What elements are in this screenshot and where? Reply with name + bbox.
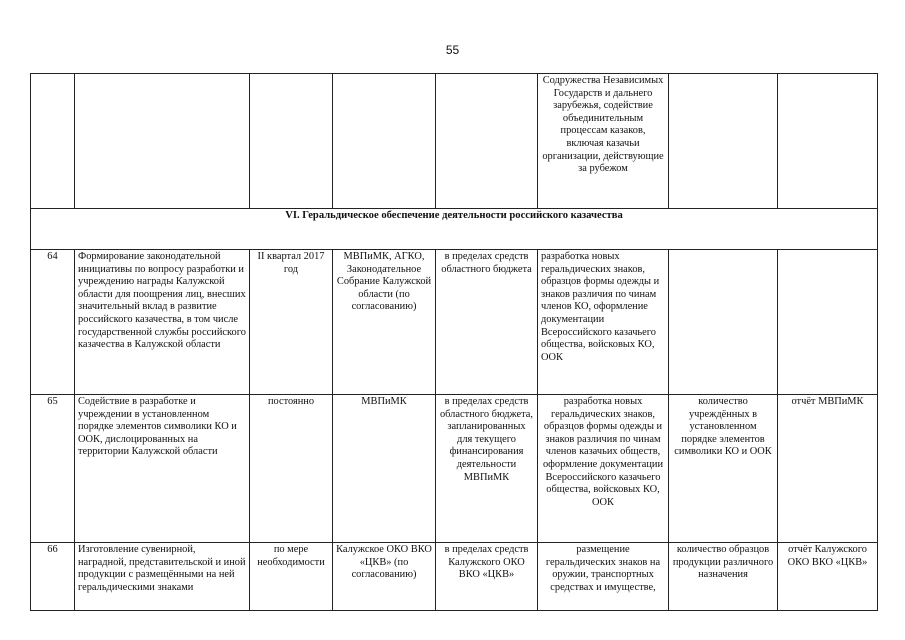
- cell-indicator: [669, 74, 778, 209]
- cell-report: [778, 74, 878, 209]
- cell-indicator: количество образцов продукции различного назначения: [669, 543, 778, 611]
- cell-term: [250, 74, 333, 209]
- cell-activity: Изготовление сувенирной, наградной, представительской и иной продукции с размещёнными на ней геральдическими знаками: [75, 543, 250, 611]
- cell-report: отчёт Калужского ОКО ВКО «ЦКВ»: [778, 543, 878, 611]
- cell-funding: [436, 74, 538, 209]
- cell-executor: [333, 74, 436, 209]
- cell-indicator: [669, 250, 778, 395]
- cell-activity: Формирование законодательной инициативы по вопросу разработки и учреждению награды Калужской области для поощрения лиц, внесших значительный вклад в развитие российского казачества, в том числе государственной службы российского казачества в Калужской области: [75, 250, 250, 395]
- page-number: 55: [445, 43, 460, 57]
- cell-num: 66: [31, 543, 75, 611]
- cell-term: постоянно: [250, 395, 333, 543]
- cell-result: Содружества Независимых Государств и дальнего зарубежья, содействие объединительным процессам казаков, включая казачьи организации, действующие за рубежом: [538, 74, 669, 209]
- cell-indicator: количество учреждённых в установленном порядке элементов символики КО и ООК: [669, 395, 778, 543]
- cell-num: [31, 74, 75, 209]
- cell-report: [778, 250, 878, 395]
- table-row: [31, 543, 878, 611]
- section-title: VI. Геральдическое обеспечение деятельности российского казачества: [31, 209, 878, 250]
- cell-activity: [75, 74, 250, 209]
- cell-num: 64: [31, 250, 75, 395]
- table-row: [31, 395, 878, 543]
- cell-executor: МВПиМК: [333, 395, 436, 543]
- table-row: [31, 250, 878, 395]
- cell-funding: в пределах средств областного бюджета, запланированных для текущего финансирования деятельности МВПиМК: [436, 395, 538, 543]
- cell-executor: МВПиМК, АГКО, Законодательное Собрание Калужской области (по согласованию): [333, 250, 436, 395]
- cell-report: отчёт МВПиМК: [778, 395, 878, 543]
- section-heading-row: [31, 209, 878, 250]
- continuation-row: [31, 74, 878, 209]
- cell-result: размещение геральдических знаков на оружии, транспортных средствах и имуществе,: [538, 543, 669, 611]
- cell-funding: в пределах средств областного бюджета: [436, 250, 538, 395]
- cell-activity: Содействие в разработке и учреждении в установленном порядке элементов символики КО и ООК, дислоцированных на территории Калужской области: [75, 395, 250, 543]
- cell-num: 65: [31, 395, 75, 543]
- cell-term: по мере необходимости: [250, 543, 333, 611]
- cell-funding: в пределах средств Калужского ОКО ВКО «ЦКВ»: [436, 543, 538, 611]
- plan-table: [30, 73, 878, 611]
- cell-executor: Калужское ОКО ВКО «ЦКВ» (по согласованию): [333, 543, 436, 611]
- cell-result: разработка новых геральдических знаков, образцов формы одежды и знаков различия по чинам членов казачьих обществ, оформление документации Всероссийского казачьего общества, войсковых КО, ООК: [538, 395, 669, 543]
- cell-term: II квартал 2017 год: [250, 250, 333, 395]
- cell-result: разработка новых геральдических знаков, образцов формы одежды и знаков различия по чинам членов КО, оформление документации Всероссийского казачьего общества, войсковых КО, ООК: [538, 250, 669, 395]
